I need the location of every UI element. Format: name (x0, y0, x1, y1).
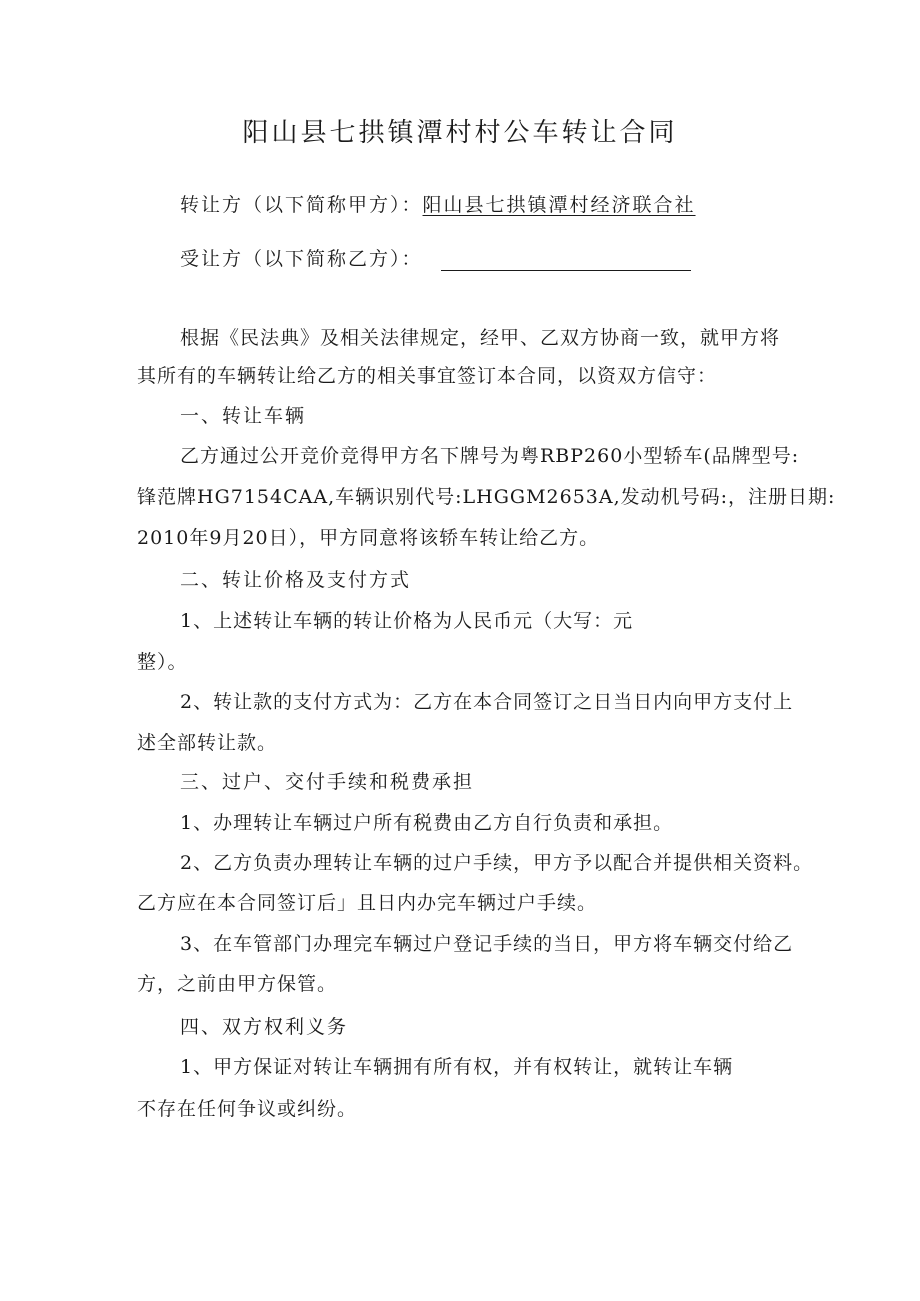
section-heading: 四、双方权利义务 (180, 1016, 349, 1038)
intro-line: 其所有的车辆转让给乙方的相关事宜签订本合同，以资双方信守： (137, 365, 718, 387)
section-line: 乙方应在本合同签订后」且日内办完车辆过户手续。 (137, 892, 598, 914)
section-line: 2、转让款的支付方式为：乙方在本合同签订之日当日内向甲方支付上 (180, 691, 794, 713)
section-line: 1、办理转让车辆过户所有税费由乙方自行负责和承担。 (180, 812, 674, 834)
section-line: 1、甲方保证对转让车辆拥有所有权，并有权转让，就转让车辆 (180, 1056, 734, 1078)
party-b-label: 受让方（以下简称乙方）： (180, 248, 423, 270)
section-line: 整）。 (137, 651, 188, 673)
party-b-row (180, 244, 691, 271)
section-line: 锋范牌HG7154CAA,车辆识别代号:LHGGM2653A,发动机号码:，注册日期: (137, 486, 836, 508)
party-a-label: 转让方（以下简称甲方）： (180, 194, 423, 216)
section-heading: 一、转让车辆 (180, 405, 307, 427)
section-heading: 三、过户、交付手续和税费承担 (180, 771, 475, 793)
party-a-row (180, 190, 696, 217)
section-line: 不存在任何争议或纠纷。 (137, 1098, 358, 1120)
party-a-value: 阳山县七拱镇潭村经济联合社 (422, 194, 696, 216)
section-line: 2、乙方负责办理转让车辆的过户手续，甲方予以配合并提供相关资料。 (180, 852, 814, 874)
section-line: 2010年9月20日），甲方同意将该轿车转让给乙方。 (137, 527, 600, 549)
section-line: 3、在车管部门办理完车辆过户登记手续的当日，甲方将车辆交付给乙 (180, 933, 794, 955)
section-line: 乙方通过公开竞价竞得甲方名下牌号为粤RBP260小型轿车(品牌型号: (180, 445, 800, 467)
section-line: 方，之前由甲方保管。 (137, 973, 338, 995)
contract-title: 阳山县七拱镇潭村村公车转让合同 (242, 118, 678, 148)
section-line: 1、上述转让车辆的转让价格为人民币元（大写：元 (180, 610, 634, 632)
party-b-blank-line (441, 252, 691, 271)
section-heading: 二、转让价格及支付方式 (180, 569, 412, 591)
section-line: 述全部转让款。 (137, 732, 278, 754)
intro-line: 根据《民法典》及相关法律规定，经甲、乙双方协商一致，就甲方将 (180, 327, 781, 349)
